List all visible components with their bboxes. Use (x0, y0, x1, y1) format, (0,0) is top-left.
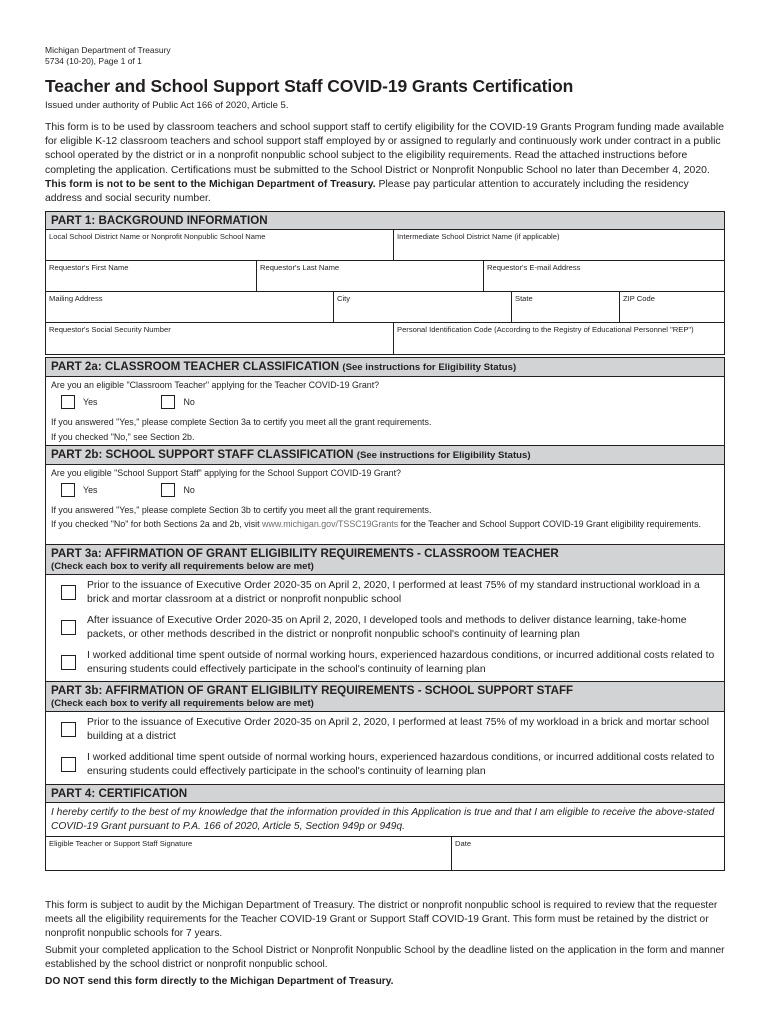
part2a-heading (45, 357, 725, 377)
eligibility-link[interactable]: www.michigan.gov/TSSC19Grants (262, 519, 399, 529)
signature-label: Eligible Teacher or Support Staff Signature (49, 839, 193, 848)
part1-heading: PART 1: BACKGROUND INFORMATION (45, 211, 725, 230)
part3a-checkbox-2[interactable] (61, 620, 76, 635)
audit-paragraph: This form is subject to audit by the Michigan Department of Treasury. The district or nonprofit nonpublic school is required to review that the requester meets all the eligibility requirements for the Teacher COVID-19 Grant or Support Staff COVID-19 Grant. This form must be retained by the district or nonprofit nonpublic schools for 7 years. (45, 900, 718, 939)
date-label: Date (455, 839, 472, 848)
local-district-label: Local School District Name or Nonprofit Nonpublic School Name (49, 232, 266, 241)
part2b-body (45, 465, 725, 544)
submit-paragraph: Submit your completed application to the School District or Nonprofit Nonpublic School by the deadline listed on the application in the form and manner established by the school district or nonprofit nonpublic school. (45, 945, 725, 970)
part3a-item-1 (45, 575, 725, 610)
part3b-text-1: Prior to the issuance of Executive Order 2020-35 on April 2, 2020, I performed at least 75% of my workload in a brick and mortar school building at a district (87, 717, 710, 742)
part2a-note1: If you answered "Yes," please complete Section 3a to certify you meet all the grant requirements. (51, 417, 432, 427)
page-title: Teacher and School Support Staff COVID-19 Grants Certification (45, 76, 574, 96)
part3a-sub: (Check each box to verify all requirements below are met) (51, 561, 314, 572)
part3a-checkbox-1[interactable] (61, 585, 76, 600)
part2b-note: (See instructions for Eligibility Status) (356, 450, 531, 461)
intro-paragraph (45, 121, 725, 206)
part1-row3 (45, 292, 725, 323)
part3a-text-1: Prior to the issuance of Executive Order 2020-35 on April 2, 2020, I performed at least 75% of my standard instructional workload in a brick and mortar classroom at a district or nonprofit nonpublic school (87, 580, 700, 605)
part1-row1 (45, 230, 725, 261)
pic-field[interactable] (394, 323, 724, 354)
part2a-question: Are you an eligible "Classroom Teacher" applying for the Teacher COVID-19 Grant? (51, 380, 380, 390)
part1-row4 (45, 323, 725, 355)
part3a-text-3: I worked additional time spent outside of normal working hours, experienced hazardous conditions, or incurred additional costs related to ensuring students could effectively participate in the school's continuity of learning plan (87, 650, 715, 675)
mailing-address-label: Mailing Address (49, 294, 103, 303)
part2b-no-label: No (183, 485, 195, 495)
certification-text: I hereby certify to the best of my knowledge that the information provided in this Application is true and that I am eligible to receive the above-stated COVID-19 Grant pursuant to P.A. 166 of 2020, Article 5, Section 949p or 949q. (45, 803, 725, 836)
part3a-item-2 (45, 610, 725, 645)
part2a-no-checkbox[interactable] (161, 395, 175, 409)
part3b-title: PART 3b: AFFIRMATION OF GRANT ELIGIBILITY REQUIREMENTS - SCHOOL SUPPORT STAFF (51, 684, 574, 697)
part4-heading: PART 4: CERTIFICATION (45, 784, 725, 803)
part2a-note: (See instructions for Eligibility Status) (342, 362, 517, 373)
part3a-title: PART 3a: AFFIRMATION OF GRANT ELIGIBILITY REQUIREMENTS - CLASSROOM TEACHER (51, 547, 559, 560)
part2b-no-checkbox[interactable] (161, 483, 175, 497)
part3b-checkbox-2[interactable] (61, 757, 76, 772)
part2b-question: Are you eligible "School Support Staff" applying for the School Support COVID-19 Grant? (51, 468, 401, 478)
ssn-label: Requestor's Social Security Number (49, 325, 171, 334)
part2a-title: PART 2a: CLASSROOM TEACHER CLASSIFICATION (51, 360, 340, 373)
part3b-text-2: I worked additional time spent outside of normal working hours, experienced hazardous conditions, or incurred additional costs related to ensuring students could effectively participate in the school's continuity of learning plan (87, 752, 715, 777)
part2b-note2-pre: If you checked "No" for both Sections 2a and 2b, visit (51, 519, 260, 529)
part3a-checkbox-3[interactable] (61, 655, 76, 670)
last-name-field[interactable] (257, 261, 484, 291)
issued-authority: Issued under authority of Public Act 166 of 2020, Article 5. (45, 100, 289, 111)
date-field[interactable] (452, 837, 724, 870)
mailing-address-field[interactable] (46, 292, 334, 322)
intro-text: This form is to be used by classroom teachers and school support staff to certify eligibility for the COVID-19 Grants Program funding made available for eligible K-12 classroom teachers and school support staff employed by or assigned to regularly and continuously work under contract in a public school operated by the district or in a nonprofit nonpublic school subject to the eligibility requirements. Read the attached instructions before completing the application. Certifications must be submitted to the School District or Nonprofit Nonpublic School no later than December 4, 2020. (45, 122, 724, 176)
part2a-note2: If you checked "No," see Section 2b. (51, 432, 195, 442)
part2a-no-label: No (183, 397, 195, 407)
part2a-options (61, 395, 719, 409)
zip-label: ZIP Code (623, 294, 655, 303)
intermediate-district-field[interactable] (394, 230, 724, 260)
local-district-field[interactable] (46, 230, 394, 260)
do-not-send-notice (45, 975, 725, 989)
state-field[interactable] (512, 292, 620, 322)
part3b-heading (45, 681, 725, 712)
part2a-body (45, 377, 725, 445)
last-name-label: Requestor's Last Name (260, 263, 340, 272)
city-field[interactable] (334, 292, 512, 322)
zip-field[interactable] (620, 292, 724, 322)
part3b-sub: (Check each box to verify all requirements below are met) (51, 698, 314, 709)
intro-bold: This form is not to be sent to the Michigan Department of Treasury. (45, 178, 376, 190)
part2b-title: PART 2b: SCHOOL SUPPORT STAFF CLASSIFICATION (51, 448, 354, 461)
part2b-heading (45, 445, 725, 465)
part2b-note1: If you answered "Yes," please complete Section 3b to certify you meet all the grant requirements. (51, 505, 432, 515)
part2b-options (61, 483, 719, 497)
part3b-item-1 (45, 712, 725, 747)
ssn-field[interactable] (46, 323, 394, 354)
part2b-yes-label: Yes (83, 485, 98, 495)
email-field[interactable] (484, 261, 724, 291)
city-label: City (337, 294, 351, 303)
part3a-text-2: After issuance of Executive Order 2020-35 on April 2, 2020, I developed tools and methods to deliver distance learning, take-home packets, or other methods described in the district or nonprofit nonpublic school's continuity of learning plan (87, 615, 687, 640)
department-name: Michigan Department of Treasury (45, 45, 171, 55)
part3b-item-2 (45, 747, 725, 784)
signature-row (45, 836, 725, 871)
form-body (45, 211, 725, 871)
intermediate-district-label: Intermediate School District Name (if applicable) (397, 232, 560, 241)
pic-label: Personal Identification Code (According to the Registry of Educational Personnel "REP") (397, 325, 694, 334)
signature-field[interactable] (46, 837, 452, 870)
state-label: State (515, 294, 533, 303)
first-name-label: Requestor's First Name (49, 263, 129, 272)
form-id: 5734 (10-20), Page 1 of 1 (45, 56, 142, 66)
part1-row2 (45, 261, 725, 292)
part2a-yes-checkbox[interactable] (61, 395, 75, 409)
first-name-field[interactable] (46, 261, 257, 291)
intro-tail: Please pay particular attention to accurately including the residency address and social security number. (45, 178, 689, 205)
part2a-yes-label: Yes (83, 397, 98, 407)
part2b-note2-post: for the Teacher and School Support COVID-19 Grant eligibility requirements. (400, 519, 701, 529)
part3b-checkbox-1[interactable] (61, 722, 76, 737)
do-not-send-text: DO NOT send this form directly to the Michigan Department of Treasury. (45, 976, 394, 987)
part2b-yes-checkbox[interactable] (61, 483, 75, 497)
part3a-item-3 (45, 645, 725, 681)
part3a-heading (45, 544, 725, 575)
email-label: Requestor's E-mail Address (487, 263, 581, 272)
part2b-note2 (51, 518, 719, 530)
